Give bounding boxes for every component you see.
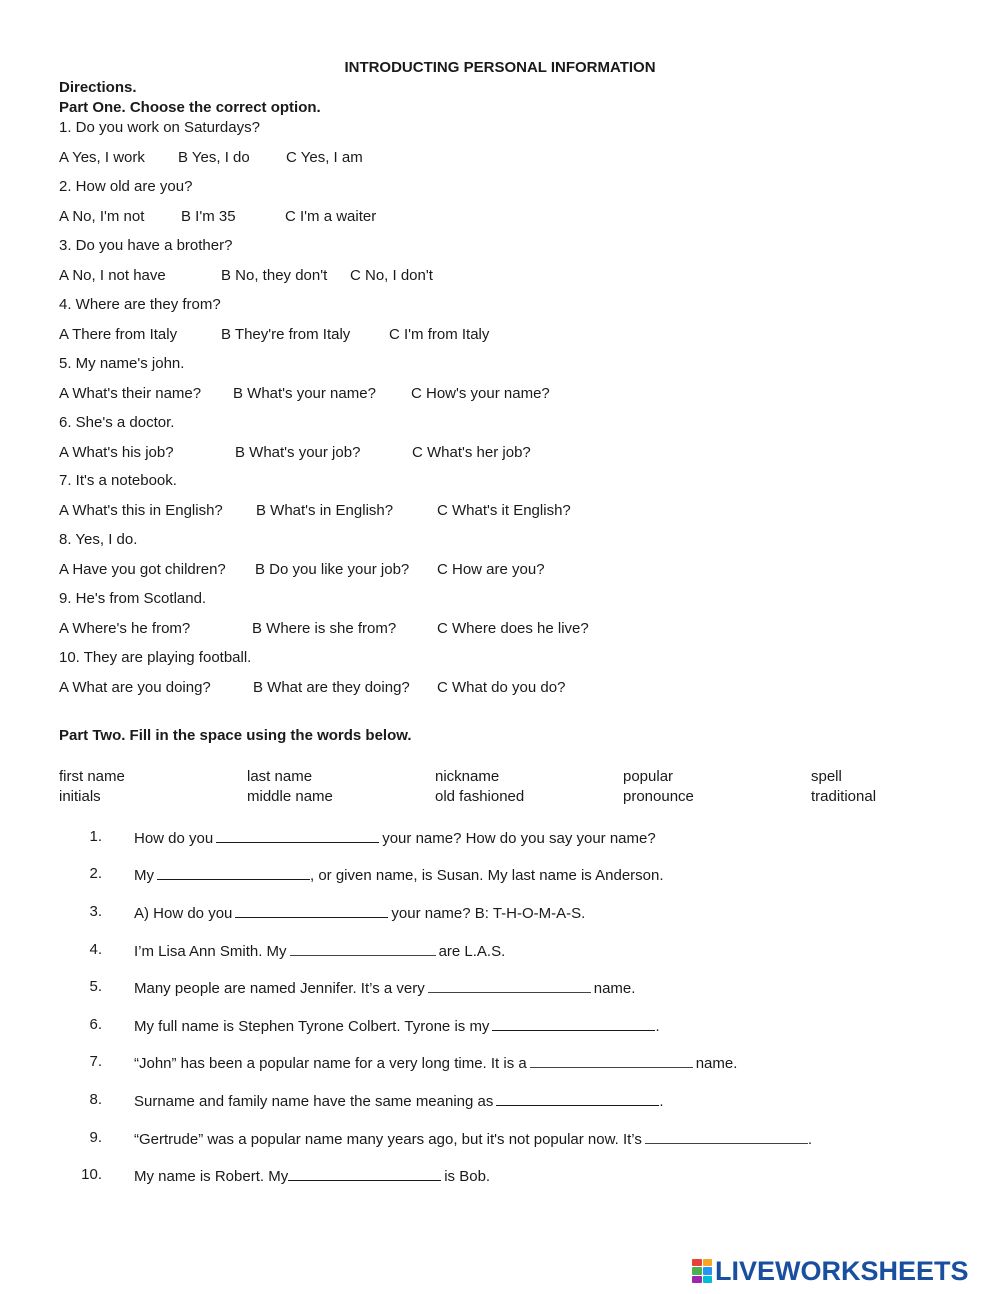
question-4: 4. Where are they from? xyxy=(59,296,221,313)
q9-option-b[interactable]: B Where is she from? xyxy=(252,620,397,637)
logo-block xyxy=(703,1276,713,1283)
liveworksheets-logo xyxy=(692,1256,969,1286)
fill-item-text: . xyxy=(655,1018,660,1035)
question-6: 6. She's a doctor. xyxy=(59,414,175,431)
logo-block xyxy=(692,1259,702,1266)
fill-item-number: 8. xyxy=(89,1091,102,1108)
part-one-heading: Part One. Choose the correct option. xyxy=(59,99,321,116)
fill-item-3 xyxy=(76,903,976,923)
word-bank-item: nickname xyxy=(435,768,500,785)
answer-blank[interactable] xyxy=(428,978,591,993)
question-9: 9. He's from Scotland. xyxy=(59,590,207,607)
fill-item-text: name. xyxy=(593,980,636,997)
fill-item-text: . xyxy=(659,1093,664,1110)
fill-item-text: is Bob. xyxy=(444,1168,491,1185)
question-10: 10. They are playing football. xyxy=(59,649,252,666)
word-bank-item: pronounce xyxy=(623,788,694,805)
fill-item-text: Many people are named Jennifer. It’s a very xyxy=(134,980,425,997)
liveworksheets-logo-text: LIVEWORKSHEETS xyxy=(715,1255,969,1286)
worksheet-title: INTRODUCTING PERSONAL INFORMATION xyxy=(344,59,656,76)
fill-item-text: Surname and family name have the same meaning as xyxy=(134,1093,494,1110)
fill-item-text: . xyxy=(807,1131,813,1148)
q4-option-a[interactable]: A There from Italy xyxy=(59,326,178,343)
fill-item-1 xyxy=(76,828,976,848)
fill-item-7 xyxy=(76,1053,976,1073)
fill-item-number: 7. xyxy=(89,1053,102,1070)
fill-item-number: 10. xyxy=(81,1166,102,1183)
word-bank-item: initials xyxy=(59,788,101,805)
answer-blank[interactable] xyxy=(492,1016,655,1031)
fill-item-number: 5. xyxy=(89,978,102,995)
q8-option-a[interactable]: A Have you got children? xyxy=(59,561,226,578)
fill-item-number: 1. xyxy=(89,828,102,845)
answer-blank[interactable] xyxy=(496,1091,659,1106)
fill-item-text: “Gertrude” was a popular name many years ago, but it's not popular now. It’s xyxy=(134,1131,642,1148)
question-8: 8. Yes, I do. xyxy=(59,531,138,548)
fill-item-text: My name is Robert. My xyxy=(134,1168,289,1185)
word-bank-item: spell xyxy=(811,768,842,785)
question-2: 2. How old are you? xyxy=(59,178,193,195)
q2-option-b[interactable]: B I'm 35 xyxy=(181,208,236,225)
q3-option-b[interactable]: B No, they don't xyxy=(221,267,328,284)
fill-item-number: 2. xyxy=(89,865,102,882)
q8-option-b[interactable]: B Do you like your job? xyxy=(255,561,410,578)
fill-item-2 xyxy=(76,865,976,885)
q1-option-c[interactable]: C Yes, I am xyxy=(286,149,363,166)
answer-blank[interactable] xyxy=(645,1129,808,1144)
q2-option-a[interactable]: A No, I'm not xyxy=(59,208,145,225)
word-bank-item: middle name xyxy=(247,788,333,805)
part-two-heading: Part Two. Fill in the space using the words below. xyxy=(59,727,412,744)
q10-option-a[interactable]: A What are you doing? xyxy=(59,679,211,696)
fill-item-text: A) How do you xyxy=(134,905,233,922)
q5-option-a[interactable]: A What's their name? xyxy=(59,385,202,402)
fill-item-9 xyxy=(76,1129,976,1149)
answer-blank[interactable] xyxy=(288,1166,441,1181)
word-bank-item: last name xyxy=(247,768,313,785)
q10-option-c[interactable]: C What do you do? xyxy=(437,679,566,696)
logo-block xyxy=(692,1267,702,1274)
question-3: 3. Do you have a brother? xyxy=(59,237,233,254)
logo-block xyxy=(692,1276,702,1283)
answer-blank[interactable] xyxy=(530,1053,693,1068)
answer-blank[interactable] xyxy=(290,941,436,956)
q5-option-b[interactable]: B What's your name? xyxy=(233,385,376,402)
q5-option-c[interactable]: C How's your name? xyxy=(411,385,550,402)
fill-item-text: your name? B: T-H-O-M-A-S. xyxy=(391,905,586,922)
fill-item-number: 3. xyxy=(89,903,102,920)
fill-item-text: How do you xyxy=(134,830,214,847)
fill-item-5 xyxy=(76,978,976,998)
q6-option-b[interactable]: B What's your job? xyxy=(235,444,361,461)
question-5: 5. My name's john. xyxy=(59,355,185,372)
answer-blank[interactable] xyxy=(216,828,379,843)
q1-option-a[interactable]: A Yes, I work xyxy=(59,149,145,166)
logo-block xyxy=(703,1267,713,1274)
q6-option-a[interactable]: A What's his job? xyxy=(59,444,174,461)
q4-option-c[interactable]: C I'm from Italy xyxy=(389,326,490,343)
logo-block xyxy=(703,1259,713,1266)
fill-item-text: “John” has been a popular name for a very long time. It is a xyxy=(134,1055,527,1072)
fill-item-10 xyxy=(76,1166,976,1186)
liveworksheets-logo-icon xyxy=(692,1259,712,1283)
q9-option-a[interactable]: A Where's he from? xyxy=(59,620,191,637)
fill-item-text: My full name is Stephen Tyrone Colbert. Tyrone is my xyxy=(134,1018,490,1035)
answer-blank[interactable] xyxy=(157,865,310,880)
q8-option-c[interactable]: C How are you? xyxy=(437,561,545,578)
fill-item-number: 9. xyxy=(89,1129,102,1146)
q7-option-c[interactable]: C What's it English? xyxy=(437,502,571,519)
q1-option-b[interactable]: B Yes, I do xyxy=(178,149,250,166)
fill-item-number: 4. xyxy=(89,941,102,958)
fill-item-8 xyxy=(76,1091,976,1111)
q2-option-c[interactable]: C I'm a waiter xyxy=(285,208,377,225)
fill-item-number: 6. xyxy=(89,1016,102,1033)
fill-item-text: name. xyxy=(695,1055,738,1072)
q7-option-a[interactable]: A What's this in English? xyxy=(59,502,223,519)
question-7: 7. It's a notebook. xyxy=(59,472,177,489)
q4-option-b[interactable]: B They're from Italy xyxy=(221,326,351,343)
word-bank-item: popular xyxy=(623,768,674,785)
fill-item-4 xyxy=(76,941,976,961)
fill-item-text: My xyxy=(134,867,154,884)
word-bank-item: traditional xyxy=(811,788,877,805)
q3-option-c[interactable]: C No, I don't xyxy=(350,267,433,284)
word-bank-item: old fashioned xyxy=(435,788,525,805)
answer-blank[interactable] xyxy=(235,903,388,918)
fill-item-6 xyxy=(76,1016,976,1036)
q10-option-b[interactable]: B What are they doing? xyxy=(253,679,410,696)
question-1: 1. Do you work on Saturdays? xyxy=(59,119,260,136)
word-bank-item: first name xyxy=(59,768,125,785)
q9-option-c[interactable]: C Where does he live? xyxy=(437,620,589,637)
fill-item-text: your name? How do you say your name? xyxy=(382,830,656,847)
fill-item-text: I’m Lisa Ann Smith. My xyxy=(134,943,287,960)
fill-item-text: are L.A.S. xyxy=(438,943,506,960)
q3-option-a[interactable]: A No, I not have xyxy=(59,267,166,284)
directions-label: Directions. xyxy=(59,79,137,96)
q7-option-b[interactable]: B What's in English? xyxy=(256,502,394,519)
fill-item-text: , or given name, is Susan. My last name is Anderson. xyxy=(310,867,664,884)
q6-option-c[interactable]: C What's her job? xyxy=(412,444,531,461)
